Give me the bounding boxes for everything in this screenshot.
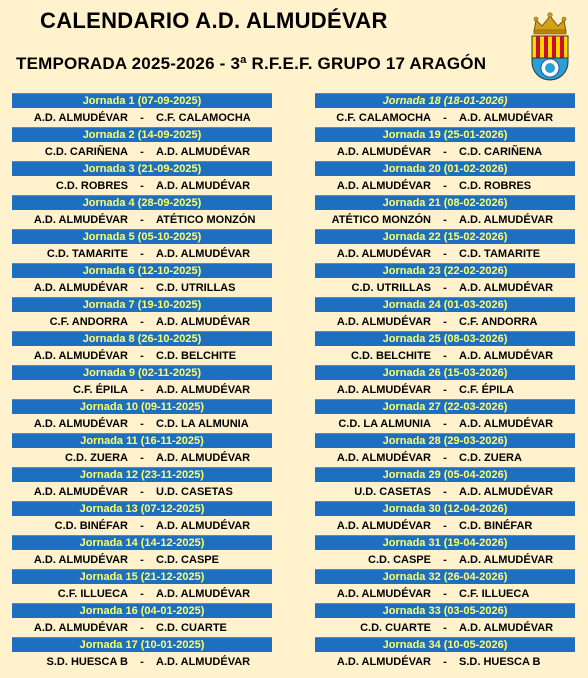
matchday-header: Jornada 1 (07-09-2025) bbox=[12, 93, 272, 108]
away-team: A.D. ALMUDÉVAR bbox=[459, 553, 554, 566]
matchday-header: Jornada 11 (16-11-2025) bbox=[12, 433, 272, 448]
match-row bbox=[12, 652, 272, 671]
matchday bbox=[12, 195, 272, 229]
matchday bbox=[315, 535, 575, 569]
matchday-header: Jornada 31 (19-04-2026) bbox=[315, 535, 575, 550]
matchday-header: Jornada 22 (15-02-2026) bbox=[315, 229, 575, 244]
match-row bbox=[12, 108, 272, 127]
club-crest-icon bbox=[526, 10, 574, 84]
away-team: A.D. ALMUDÉVAR bbox=[459, 281, 554, 294]
matchday-header: Jornada 34 (10-05-2026) bbox=[315, 637, 575, 652]
matchday bbox=[12, 297, 272, 331]
home-team: C.D. ZUERA bbox=[65, 451, 128, 464]
matchday-header: Jornada 19 (25-01-2026) bbox=[315, 127, 575, 142]
match-separator: - bbox=[443, 145, 447, 158]
match-separator: - bbox=[140, 451, 144, 464]
matchday bbox=[12, 229, 272, 263]
home-team: C.D. CARIÑENA bbox=[44, 145, 128, 158]
away-team: A.D. ALMUDÉVAR bbox=[156, 587, 251, 600]
match-row bbox=[315, 244, 575, 263]
match-row bbox=[315, 414, 575, 433]
match-separator: - bbox=[140, 247, 144, 260]
match-row bbox=[12, 516, 272, 535]
home-team: C.D. CASPE bbox=[368, 553, 431, 566]
match-separator: - bbox=[140, 655, 144, 668]
matchday-header: Jornada 28 (29-03-2026) bbox=[315, 433, 575, 448]
matchday-header: Jornada 6 (12-10-2025) bbox=[12, 263, 272, 278]
matchday bbox=[12, 127, 272, 161]
match-row bbox=[315, 550, 575, 569]
match-separator: - bbox=[443, 349, 447, 362]
away-team: A.D. ALMUDÉVAR bbox=[156, 247, 251, 260]
matchday bbox=[315, 637, 575, 671]
away-team: C.D. CUARTE bbox=[156, 621, 227, 634]
match-row bbox=[12, 448, 272, 467]
match-separator: - bbox=[140, 179, 144, 192]
away-team: C.D. BINÉFAR bbox=[459, 519, 533, 532]
match-separator: - bbox=[140, 587, 144, 600]
home-team: C.F. ÉPILA bbox=[72, 383, 128, 396]
match-separator: - bbox=[443, 281, 447, 294]
matchday bbox=[315, 501, 575, 535]
match-separator: - bbox=[443, 553, 447, 566]
match-row bbox=[315, 346, 575, 365]
home-team: A.D. ALMUDÉVAR bbox=[33, 111, 128, 124]
match-separator: - bbox=[140, 417, 144, 430]
matchday-header: Jornada 10 (09-11-2025) bbox=[12, 399, 272, 414]
away-team: C.F. ANDORRA bbox=[459, 315, 538, 328]
away-team: C.D. CASPE bbox=[156, 553, 219, 566]
matchday bbox=[315, 195, 575, 229]
matchday-header: Jornada 21 (08-02-2026) bbox=[315, 195, 575, 210]
matchday bbox=[315, 297, 575, 331]
matchday bbox=[315, 161, 575, 195]
away-team: A.D. ALMUDÉVAR bbox=[459, 349, 554, 362]
away-team: A.D. ALMUDÉVAR bbox=[156, 451, 251, 464]
home-team: A.D. ALMUDÉVAR bbox=[336, 587, 431, 600]
matchday-header: Jornada 33 (03-05-2026) bbox=[315, 603, 575, 618]
matchday bbox=[12, 93, 272, 127]
match-separator: - bbox=[443, 621, 447, 634]
match-row bbox=[315, 312, 575, 331]
away-team: A.D. ALMUDÉVAR bbox=[156, 179, 251, 192]
match-row bbox=[12, 482, 272, 501]
match-row bbox=[315, 584, 575, 603]
home-team: A.D. ALMUDÉVAR bbox=[33, 417, 128, 430]
match-separator: - bbox=[140, 553, 144, 566]
away-team: A.D. ALMUDÉVAR bbox=[156, 655, 251, 668]
away-team: C.D. ZUERA bbox=[459, 451, 522, 464]
matchday bbox=[12, 161, 272, 195]
match-separator: - bbox=[443, 213, 447, 226]
match-row bbox=[12, 142, 272, 161]
match-row bbox=[315, 108, 575, 127]
away-team: C.D. ROBRES bbox=[459, 179, 532, 192]
home-team: C.D. TAMARITE bbox=[46, 247, 128, 260]
home-team: C.D. BELCHITE bbox=[350, 349, 431, 362]
page-title: CALENDARIO A.D. ALMUDÉVAR bbox=[40, 8, 388, 33]
match-separator: - bbox=[140, 315, 144, 328]
match-separator: - bbox=[140, 281, 144, 294]
home-team: A.D. ALMUDÉVAR bbox=[336, 247, 431, 260]
matchday-header: Jornada 24 (01-03-2026) bbox=[315, 297, 575, 312]
matchday-header: Jornada 29 (05-04-2026) bbox=[315, 467, 575, 482]
matchday-header: Jornada 25 (08-03-2026) bbox=[315, 331, 575, 346]
match-row bbox=[315, 618, 575, 637]
match-row bbox=[12, 414, 272, 433]
matchday-header: Jornada 15 (21-12-2025) bbox=[12, 569, 272, 584]
match-separator: - bbox=[443, 451, 447, 464]
matchday-header: Jornada 9 (02-11-2025) bbox=[12, 365, 272, 380]
home-team: U.D. CASETAS bbox=[354, 485, 431, 498]
home-team: C.F. ILLUECA bbox=[57, 587, 128, 600]
away-team: A.D. ALMUDÉVAR bbox=[459, 111, 554, 124]
away-team: A.D. ALMUDÉVAR bbox=[156, 145, 251, 158]
match-row bbox=[12, 278, 272, 297]
home-team: C.D. LA ALMUNIA bbox=[338, 417, 431, 430]
matchday bbox=[12, 535, 272, 569]
home-team: A.D. ALMUDÉVAR bbox=[336, 383, 431, 396]
matchday-header: Jornada 23 (22-02-2026) bbox=[315, 263, 575, 278]
match-row bbox=[315, 380, 575, 399]
matchday bbox=[12, 331, 272, 365]
home-team: A.D. ALMUDÉVAR bbox=[336, 451, 431, 464]
home-team: A.D. ALMUDÉVAR bbox=[336, 315, 431, 328]
match-row bbox=[315, 448, 575, 467]
home-team: A.D. ALMUDÉVAR bbox=[336, 519, 431, 532]
matchday-header: Jornada 2 (14-09-2025) bbox=[12, 127, 272, 142]
away-team: A.D. ALMUDÉVAR bbox=[459, 417, 554, 430]
home-team: S.D. HUESCA B bbox=[46, 655, 128, 668]
home-team: A.D. ALMUDÉVAR bbox=[33, 553, 128, 566]
away-team: C.D. CARIÑENA bbox=[459, 145, 543, 158]
match-row bbox=[315, 652, 575, 671]
away-team: C.F. ILLUECA bbox=[459, 587, 530, 600]
matchday bbox=[12, 399, 272, 433]
home-team: C.F. CALAMOCHA bbox=[336, 111, 431, 124]
matchday bbox=[315, 467, 575, 501]
matchday bbox=[12, 569, 272, 603]
match-row bbox=[315, 176, 575, 195]
away-team: C.F. CALAMOCHA bbox=[156, 111, 251, 124]
matchday-header: Jornada 3 (21-09-2025) bbox=[12, 161, 272, 176]
match-separator: - bbox=[140, 145, 144, 158]
home-team: ATÉTICO MONZÓN bbox=[331, 213, 431, 226]
match-row bbox=[315, 210, 575, 229]
away-team: C.D. BELCHITE bbox=[156, 349, 237, 362]
home-team: A.D. ALMUDÉVAR bbox=[33, 485, 128, 498]
away-team: A.D. ALMUDÉVAR bbox=[156, 315, 251, 328]
away-team: U.D. CASETAS bbox=[156, 485, 233, 498]
match-row bbox=[12, 618, 272, 637]
matchday-header: Jornada 16 (04-01-2025) bbox=[12, 603, 272, 618]
match-row bbox=[12, 380, 272, 399]
away-team: ATÉTICO MONZÓN bbox=[156, 213, 256, 226]
matchday bbox=[12, 433, 272, 467]
match-separator: - bbox=[443, 587, 447, 600]
home-team: C.D. BINÉFAR bbox=[54, 519, 128, 532]
match-separator: - bbox=[140, 213, 144, 226]
matchday bbox=[315, 569, 575, 603]
away-team: A.D. ALMUDÉVAR bbox=[156, 383, 251, 396]
matchday bbox=[315, 127, 575, 161]
match-row bbox=[12, 176, 272, 195]
matchday bbox=[12, 467, 272, 501]
matchday bbox=[12, 603, 272, 637]
matchday-header: Jornada 27 (22-03-2026) bbox=[315, 399, 575, 414]
home-team: A.D. ALMUDÉVAR bbox=[33, 349, 128, 362]
matchday bbox=[315, 433, 575, 467]
matchday bbox=[315, 603, 575, 637]
match-row bbox=[12, 346, 272, 365]
home-team: A.D. ALMUDÉVAR bbox=[336, 145, 431, 158]
matchday-header: Jornada 4 (28-09-2025) bbox=[12, 195, 272, 210]
home-team: C.D. ROBRES bbox=[55, 179, 128, 192]
matchday-header: Jornada 17 (10-01-2025) bbox=[12, 637, 272, 652]
matchday bbox=[12, 263, 272, 297]
page-subtitle: TEMPORADA 2025-2026 - 3ª R.F.E.F. GRUPO 17 ARAGÓN bbox=[16, 54, 487, 73]
match-row bbox=[315, 142, 575, 161]
away-team: A.D. ALMUDÉVAR bbox=[459, 621, 554, 634]
home-team: C.D. CUARTE bbox=[360, 621, 431, 634]
matchday-header: Jornada 5 (05-10-2025) bbox=[12, 229, 272, 244]
matchday-header: Jornada 7 (19-10-2025) bbox=[12, 297, 272, 312]
match-separator: - bbox=[140, 485, 144, 498]
away-team: C.F. ÉPILA bbox=[459, 383, 515, 396]
home-team: A.D. ALMUDÉVAR bbox=[33, 621, 128, 634]
away-team: C.D. LA ALMUNIA bbox=[156, 417, 249, 430]
matchday bbox=[315, 331, 575, 365]
home-team: A.D. ALMUDÉVAR bbox=[33, 213, 128, 226]
home-team: A.D. ALMUDÉVAR bbox=[33, 281, 128, 294]
match-separator: - bbox=[140, 519, 144, 532]
matchday bbox=[315, 229, 575, 263]
matchday bbox=[315, 365, 575, 399]
away-team: A.D. ALMUDÉVAR bbox=[459, 485, 554, 498]
home-team: C.D. UTRILLAS bbox=[351, 281, 431, 294]
match-separator: - bbox=[443, 111, 447, 124]
first-half-column bbox=[12, 93, 272, 671]
matchday-header: Jornada 20 (01-02-2026) bbox=[315, 161, 575, 176]
matchday-header: Jornada 32 (26-04-2026) bbox=[315, 569, 575, 584]
matchday bbox=[315, 263, 575, 297]
matchday bbox=[12, 501, 272, 535]
matchday bbox=[12, 637, 272, 671]
away-team: C.D. UTRILLAS bbox=[156, 281, 236, 294]
match-separator: - bbox=[140, 111, 144, 124]
away-team: S.D. HUESCA B bbox=[459, 655, 541, 668]
match-row bbox=[12, 244, 272, 263]
match-row bbox=[12, 312, 272, 331]
match-row bbox=[12, 550, 272, 569]
match-separator: - bbox=[443, 485, 447, 498]
home-team: A.D. ALMUDÉVAR bbox=[336, 655, 431, 668]
matchday-header: Jornada 13 (07-12-2025) bbox=[12, 501, 272, 516]
match-row bbox=[315, 482, 575, 501]
match-row bbox=[315, 516, 575, 535]
matchday-header: Jornada 14 (14-12-2025) bbox=[12, 535, 272, 550]
matchday bbox=[315, 399, 575, 433]
match-separator: - bbox=[140, 383, 144, 396]
match-separator: - bbox=[443, 315, 447, 328]
matchday-header: Jornada 18 (18-01-2026) bbox=[315, 93, 575, 108]
away-team: C.D. TAMARITE bbox=[459, 247, 541, 260]
matchday bbox=[12, 365, 272, 399]
match-row bbox=[315, 278, 575, 297]
match-separator: - bbox=[443, 383, 447, 396]
match-separator: - bbox=[443, 247, 447, 260]
matchday-header: Jornada 30 (12-04-2026) bbox=[315, 501, 575, 516]
match-separator: - bbox=[443, 417, 447, 430]
second-half-column bbox=[315, 93, 575, 671]
match-row bbox=[12, 584, 272, 603]
match-separator: - bbox=[443, 519, 447, 532]
home-team: A.D. ALMUDÉVAR bbox=[336, 179, 431, 192]
home-team: C.F. ANDORRA bbox=[49, 315, 128, 328]
match-separator: - bbox=[443, 655, 447, 668]
matchday-header: Jornada 8 (26-10-2025) bbox=[12, 331, 272, 346]
match-separator: - bbox=[443, 179, 447, 192]
match-row bbox=[12, 210, 272, 229]
away-team: A.D. ALMUDÉVAR bbox=[156, 519, 251, 532]
match-separator: - bbox=[140, 349, 144, 362]
matchday-header: Jornada 26 (15-03-2026) bbox=[315, 365, 575, 380]
matchday-header: Jornada 12 (23-11-2025) bbox=[12, 467, 272, 482]
away-team: A.D. ALMUDÉVAR bbox=[459, 213, 554, 226]
match-separator: - bbox=[140, 621, 144, 634]
matchday bbox=[315, 93, 575, 127]
